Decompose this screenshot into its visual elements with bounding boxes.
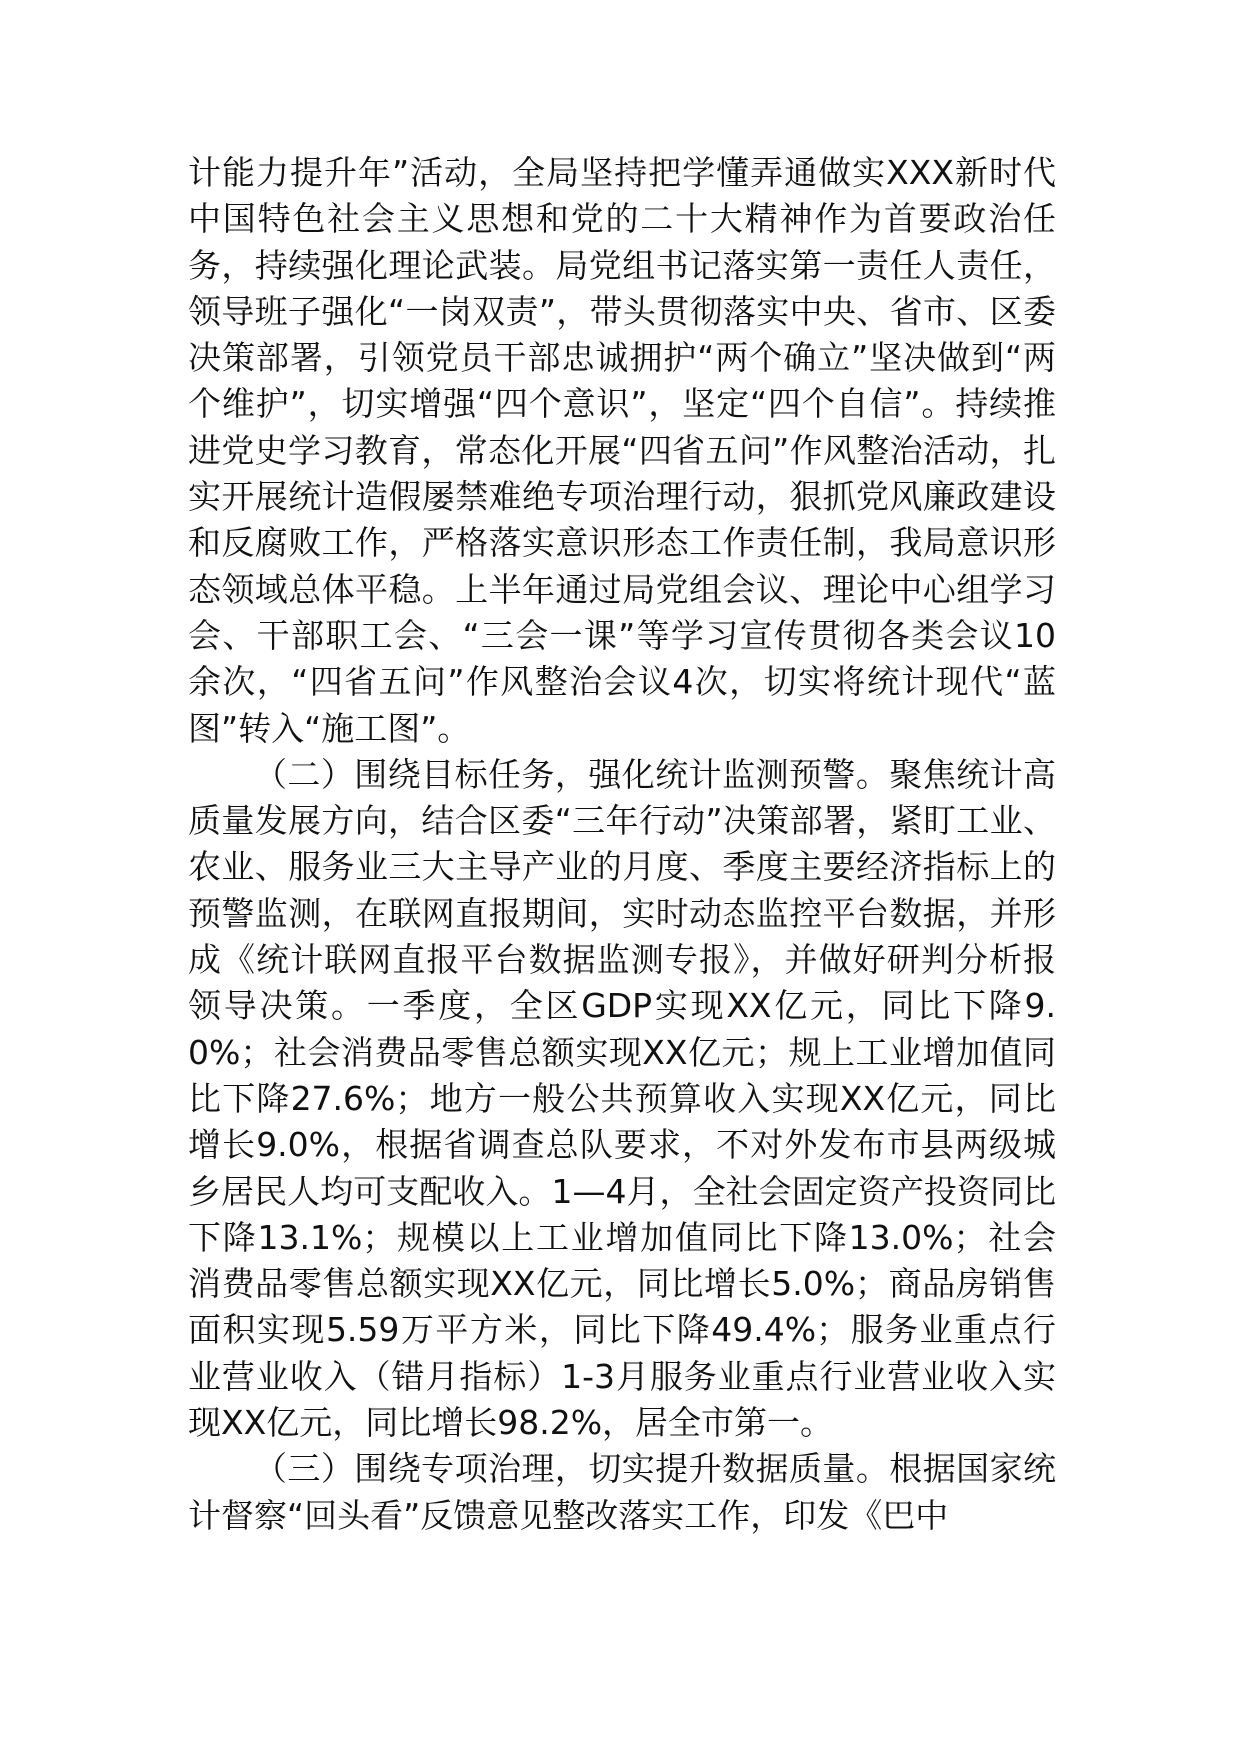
paragraph-monitoring-warning: （二）围绕目标任务，强化统计监测预警。聚焦统计高质量发展方向，结合区委“三年行动”决策部署，紧盯工业、农业、服务业三大主导产业的月度、季度主要经济指标上的预警监测，在联网直报期间，实时动态监控平台数据，并形成《统计联网直报平台数据监测专报》，并做好研判分析报领导决策。一季度，全区GDP实现XX亿元，同比下降9.0%；社会消费品零售总额实现XX亿元；规上工业增加值同比下降27.6%；地方一般公共预算收入实现XX亿元，同比增长9.0%，根据省调查总队要求，不对外发布市县两级城乡居民人均可支配收入。1—4月，全社会固定资产投资同比下降13.1%；规模以上工业增加值同比下降13.0%；社会消费品零售总额实现XX亿元，同比增长5.0%；商品房销售面积实现5.59万平方米，同比下降49.4%；服务业重点行业营业收入（错月指标）1-3月服务业重点行业营业收入实现XX亿元，同比增长98.2%，居全市第一。 [188,754,1056,1443]
paragraph-data-quality: （三）围绕专项治理，切实提升数据质量。根据国家统计督察“回头看”反馈意见整改落实工作，印发《巴中 [188,1449,1056,1535]
document-body [188,150,1056,1539]
paragraph-party-building: 计能力提升年”活动，全局坚持把学懂弄通做实XXX新时代中国特色社会主义思想和党的二十大精神作为首要政治任务，持续强化理论武装。局党组书记落实第一责任人责任，领导班子强化“一岗双责”，带头贯彻落实中央、省市、区委决策部署，引领党员干部忠诚拥护“两个确立”坚决做到“两个维护”，切实增强“四个意识”，坚定“四个自信”。持续推进党史学习教育，常态化开展“四省五问”作风整治活动，扎实开展统计造假屡禁难绝专项治理行动，狠抓党风廉政建设和反腐败工作，严格落实意识形态工作责任制，我局意识形态领域总体平稳。上半年通过局党组会议、理论中心组学习会、干部职工会、“三会一课”等学习宣传贯彻各类会议10余次，“四省五问”作风整治会议4次，切实将统计现代“蓝图”转入“施工图”。 [188,153,1056,748]
